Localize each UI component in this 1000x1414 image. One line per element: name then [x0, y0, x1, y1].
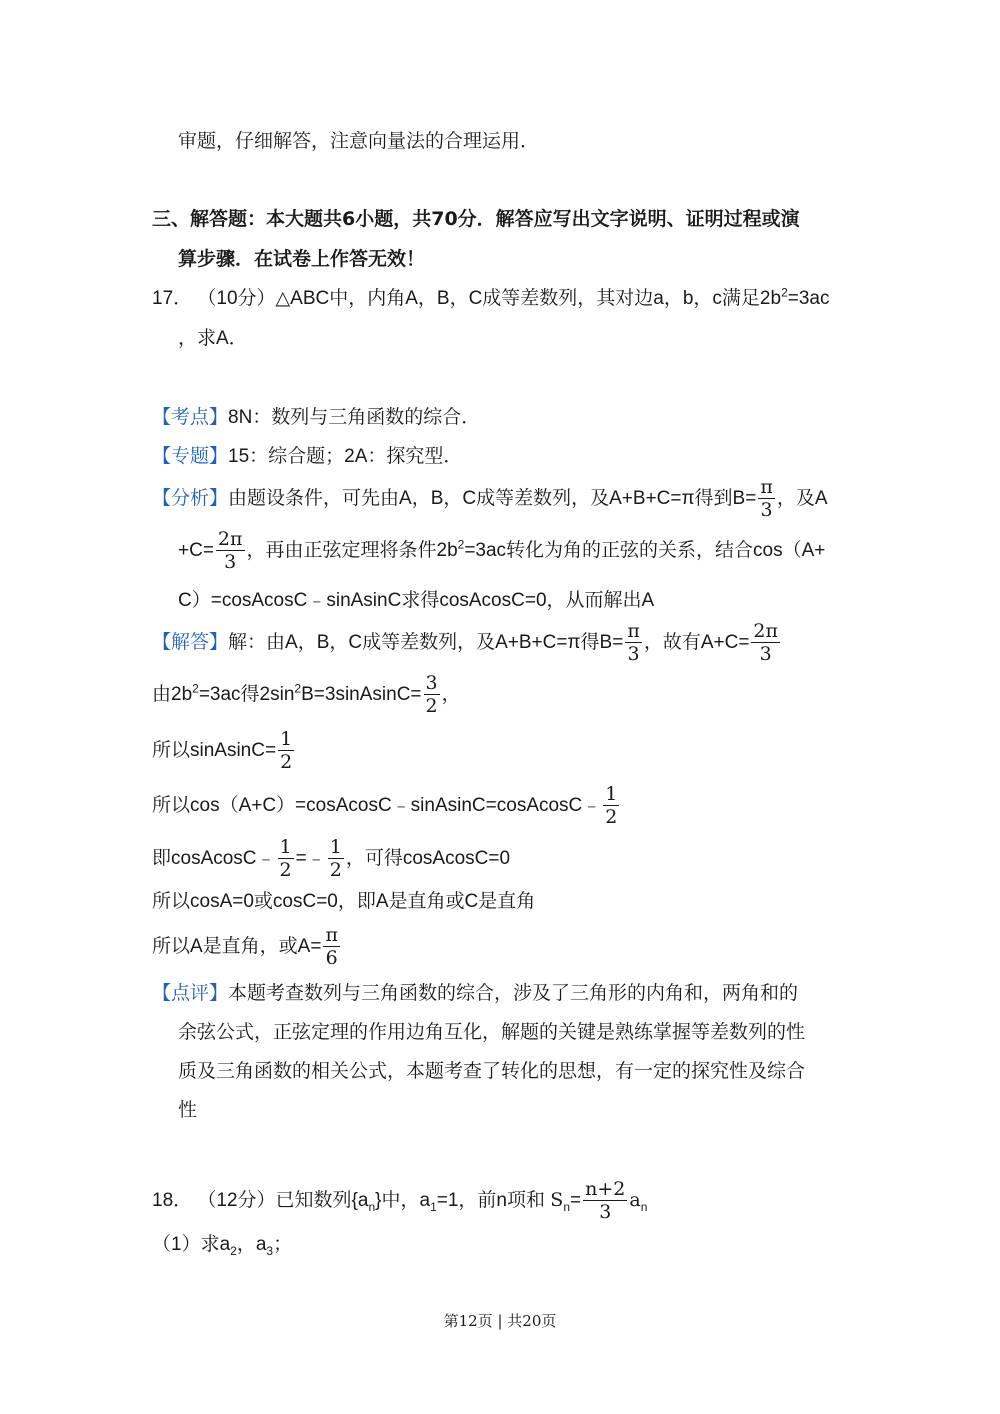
fenxi-line-2	[178, 530, 825, 572]
kaodian-tag: 【考点】	[152, 406, 229, 428]
question-18: 18． （12分）已知数列$\{a_n\}$中，$a_1=1$，前n项和 $S_n=$ $\frac{n+2}{3}$ $a_n$	[152, 1178, 648, 1223]
zhuanti-line	[152, 443, 462, 470]
dianping-line-4: 性	[178, 1099, 198, 1121]
jieda-line-1	[152, 622, 782, 664]
question-number: 17．	[152, 288, 193, 309]
exponent: 2	[294, 681, 302, 696]
fraction-n2-3: $\frac{n+2}{3}$	[585, 1178, 626, 1223]
fenxi-line-1	[152, 478, 828, 520]
exponent: 2	[781, 285, 788, 300]
jieda-text: 解：由A，B，C成等差数列，及A+B+C=π得B=	[228, 632, 624, 653]
fenxi-text: 由题设条件，可先由A，B，C成等差数列，及A+B+C=π得到B=	[228, 488, 757, 509]
fraction-2pi-3: $\frac{2\pi}{3}$	[217, 528, 243, 573]
solution-step-6: 所以cosA=0或cosC=0，即A是直角或C是直角	[152, 891, 536, 912]
solution-step-4: 所以cos（A+C）=cosAcosC﹣sinAsinC=cosAcosC﹣ $\frac{1}{2}$	[152, 783, 618, 828]
fraction-pi-6: $\frac{\pi}{6}$	[325, 924, 338, 969]
exponent: 2	[192, 681, 199, 696]
kaodian-text: 8N：数列与三角函数的综合．	[228, 407, 481, 428]
question-text: =3ac	[787, 288, 830, 309]
solution-step-3: 所以sinAsinC= $\frac{1}{2}$	[152, 728, 293, 773]
question-number: 18．	[152, 1190, 193, 1212]
fenxi-tag: 【分析】	[152, 487, 229, 509]
exponent: 2	[457, 537, 465, 552]
dianping-line-2: 余弦公式，正弦定理的作用边角互化，解题的关键是熟练掌握等差数列的性	[178, 1021, 806, 1043]
kaodian-line	[152, 404, 480, 431]
text-line: 审题，仔细解答，注意向量法的合理运用．	[178, 130, 540, 152]
fraction-pi-3: $\frac{\pi}{3}$	[627, 620, 640, 665]
question-17	[152, 286, 830, 312]
zhuanti-tag: 【专题】	[152, 445, 229, 467]
fraction-3-2: $\frac{3}{2}$	[425, 672, 438, 717]
section-heading: 三、解答题：本大题共6小题，共70分．解答应写出文字说明、证明过程或演	[152, 208, 800, 230]
question-18-part-1: （1）求$a_2$，$a_3$；	[152, 1234, 293, 1258]
fenxi-text: ，再由正弦定理将条件2b	[246, 540, 458, 562]
jieda-tag: 【解答】	[152, 631, 229, 653]
question-text: （10分）△ABC中，内角A，B，C成等差数列，其对边a，b，c满足2b	[197, 288, 782, 309]
fraction-pi-3: $\frac{\pi}{3}$	[760, 476, 773, 521]
solution-step-7: 所以A是直角，或A= $\frac{\pi}{6}$	[152, 924, 338, 969]
page-footer: 第12页 | 共20页	[443, 1312, 557, 1330]
solution-step-2: 由$2b^2=3ac$得$2\sin^2B=3sinAsinC=$ $\frac{3}{2}$ ，	[152, 672, 461, 717]
zhuanti-text: 15：综合题；2A：探究型．	[228, 446, 463, 467]
dianping-line-3: 质及三角函数的相关公式，本题考查了转化的思想，有一定的探究性及综合	[178, 1060, 806, 1082]
dianping-tag: 【点评】	[152, 982, 229, 1004]
fraction-2pi-3: $\frac{2\pi}{3}$	[753, 620, 778, 665]
fraction-1-2: $\frac{1}{2}$	[329, 836, 342, 881]
fenxi-text: ，及A	[776, 488, 828, 509]
dianping-line-1	[152, 980, 798, 1006]
solution-step-5: 即cosAcosC﹣ $\frac{1}{2}$ =﹣ $\frac{1}{2}$ ，可得cosAcosC=0	[152, 836, 511, 881]
dianping-text: 本题考查数列与三角函数的综合，涉及了三角形的内角和，两角和的	[228, 982, 799, 1004]
question-17-cont: ，求A．	[178, 328, 248, 349]
jieda-text: ，故有A+C=	[643, 632, 750, 653]
fraction-1-2: $\frac{1}{2}$	[279, 836, 292, 881]
fenxi-text: =3ac转化为角的正弦的关系，结合cos（A+	[464, 540, 826, 562]
fenxi-line-3: C）=cosAcosC﹣sinAsinC求得cosAcosC=0，从而解出A	[178, 590, 655, 611]
fenxi-text: +C=	[178, 540, 214, 562]
section-heading-cont: 算步骤．在试卷上作答无效！	[178, 248, 426, 270]
fraction-1-2: $\frac{1}{2}$	[605, 783, 618, 828]
fraction-1-2: $\frac{1}{2}$	[280, 728, 293, 773]
